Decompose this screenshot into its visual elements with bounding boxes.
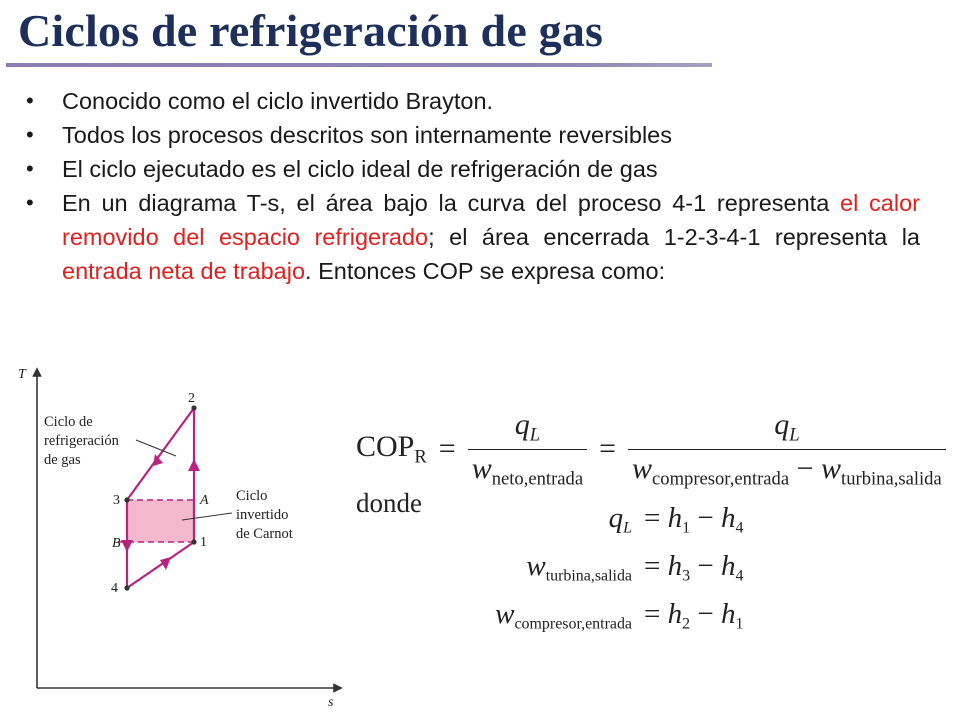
carnot-cycle-area — [127, 500, 194, 542]
state-point-4 — [124, 585, 129, 590]
bullet-list — [26, 84, 920, 288]
equation-ql: $q_L$ = $h_1 - h_4$ — [608, 502, 744, 537]
bullet-text: . Entonces COP se expresa como: — [305, 258, 666, 284]
cop-equation — [356, 408, 946, 490]
state-point-2 — [191, 405, 196, 410]
label-point-2: 2 — [188, 391, 195, 406]
bullet-text: El ciclo ejecutado es el ciclo ideal de refrigeración de gas — [62, 156, 658, 182]
page-title: Ciclos de refrigeración de gas — [18, 5, 604, 56]
cop-symbol: $COP_R$ — [356, 429, 427, 468]
carnot-cycle-label: Ciclo invertido de Carnot — [236, 488, 293, 542]
s-axis-label: s — [328, 695, 334, 710]
gas-cycle-label: Ciclo de refrigeración de gas — [44, 414, 119, 468]
title-underline — [6, 63, 712, 67]
bullet-text: ; el área encerrada 1-2-3-4-1 representa la — [428, 224, 921, 250]
equation-w-compressor: $w_{compresor,entrada}$ = $h_2 - h_1$ — [495, 598, 744, 633]
state-point-1 — [191, 539, 196, 544]
bullet-item — [26, 186, 920, 288]
highlight-heat-removed: el calor removido del espacio refrigerado — [62, 190, 920, 250]
bullet-item — [26, 84, 920, 118]
arrow-3-4 — [121, 540, 133, 552]
label-point-a: A — [200, 493, 209, 508]
ts-diagram — [0, 360, 350, 712]
label-point-4: 4 — [111, 581, 118, 596]
bullet-item — [26, 118, 920, 152]
donde-label: donde — [356, 488, 422, 518]
equals-sign: = — [599, 432, 616, 465]
bullet-text: Todos los procesos descritos son internamente reversibles — [62, 122, 672, 148]
definitions — [470, 496, 770, 640]
t-axis-label: T — [18, 367, 26, 382]
equation-w-turbine: $w_{turbina,salida}$ = $h_3 - h_4$ — [526, 550, 744, 585]
state-point-3 — [124, 497, 129, 502]
cop-fraction-1: $\frac{q_L}{w_{neto,entrada}}$ — [468, 408, 587, 490]
highlight-net-work-input: entrada neta de trabajo — [62, 258, 306, 284]
arrow-1-2 — [188, 459, 200, 471]
label-point-1: 1 — [200, 535, 207, 550]
bullet-text: En un diagrama T-s, el área bajo la curva del proceso 4-1 representa — [62, 190, 841, 216]
label-point-b: B — [112, 536, 121, 551]
bullet-item — [26, 152, 920, 186]
label-point-3: 3 — [113, 493, 120, 508]
gas-refrigeration-cycle — [127, 408, 194, 588]
bullet-text: Conocido como el ciclo invertido Brayton. — [62, 88, 494, 114]
cop-fraction-2: $\frac{q_L}{w_{compresor,entrada} - w_{turbina,salida}}$ — [628, 408, 946, 490]
equals-sign: = — [438, 432, 456, 465]
